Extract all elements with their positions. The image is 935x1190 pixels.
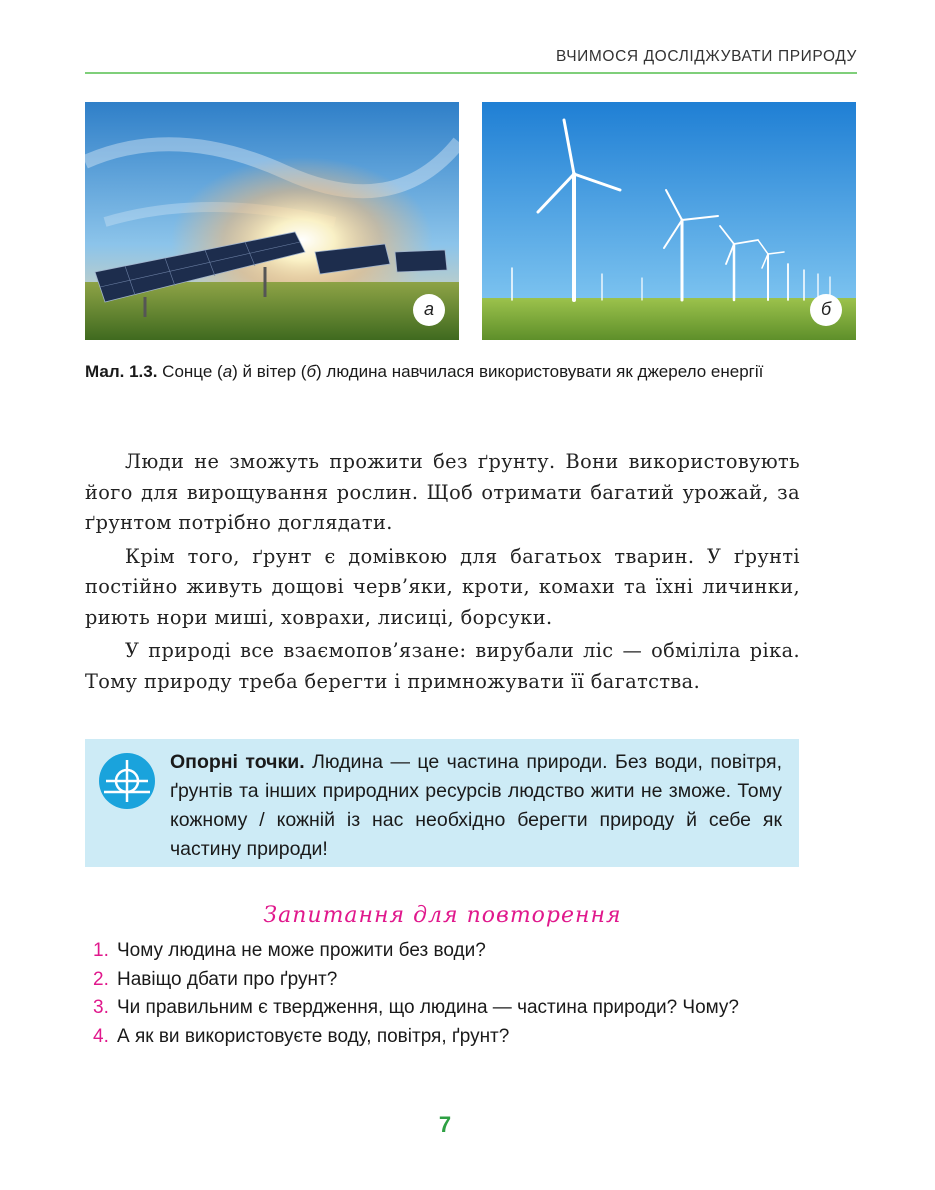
caption-ref-a: а: [222, 362, 233, 381]
caption-text-3: ) людина навчилася використовувати як джерело енергії: [316, 362, 764, 381]
wind-turbines-illustration: [482, 102, 856, 340]
question-text: Чи правильним є твердження, що людина — частина природи? Чому?: [117, 997, 739, 1018]
photo-wind-turbines: [482, 102, 856, 340]
question-number: 3.: [93, 997, 109, 1018]
key-points-box: [85, 739, 799, 867]
question-text: Навіщо дбати про ґрунт?: [117, 968, 338, 990]
caption-text-1: Сонце (: [162, 362, 223, 381]
key-points-text: [170, 748, 782, 864]
question-number: 4.: [93, 1025, 109, 1047]
key-points-body: Людина — це частина природи. Без води, повітря, ґрунтів та інших природних ресурсів людство жити не зможе. Тому кожному / кожній із нас необхідно берегти природу й себе як частину природи!: [170, 751, 782, 860]
paragraph: У природі все взаємопов’язане: вирубали ліс — обміліла ріка. Тому природу треба берегти і примножувати її багатства.: [85, 639, 800, 693]
list-item: [93, 1023, 803, 1052]
paragraph: Крім того, ґрунт є домівкою для багатьох тварин. У ґрунті постійно живуть дощові черв’яки, кроти, комахи та їхні личинки, риють нори миші, ховрахи, лисиці, борсуки.: [85, 544, 800, 629]
questions-title: Запитання для повторення: [263, 903, 622, 928]
question-text: Чому людина не може прожити без води?: [117, 940, 486, 961]
questions-list: [93, 937, 803, 1051]
caption-ref-b: б: [306, 362, 317, 381]
figure-caption: [85, 362, 865, 382]
question-text: А як ви використовуєте воду, повітря, ґрунт?: [117, 1025, 510, 1047]
list-item: [93, 966, 803, 995]
photo-label-a: а: [413, 294, 445, 326]
list-item: [93, 994, 803, 1023]
target-icon: [98, 752, 156, 810]
question-number: 2.: [93, 968, 109, 990]
solar-panels-illustration: [85, 102, 459, 340]
list-item: [93, 937, 803, 966]
page-number: 7: [438, 1112, 452, 1137]
question-number: 1.: [93, 940, 109, 961]
photo-label-b: б: [810, 294, 842, 326]
key-points-title: Опорні точки.: [170, 751, 305, 773]
caption-label: Мал. 1.3.: [85, 362, 158, 381]
paragraph: Люди не зможуть прожити без ґрунту. Вони використовують його для вирощування рослин. Щоб отримати багатий урожай, за ґрунтом потрібно доглядати.: [85, 450, 800, 534]
main-text: [85, 447, 800, 700]
photo-solar-panels: [85, 102, 459, 340]
caption-text-2: ) й вітер (: [232, 362, 307, 381]
header-rule: [85, 72, 857, 74]
running-head: ВЧИМОСЯ ДОСЛІДЖУВАТИ ПРИРОДУ: [556, 48, 857, 65]
